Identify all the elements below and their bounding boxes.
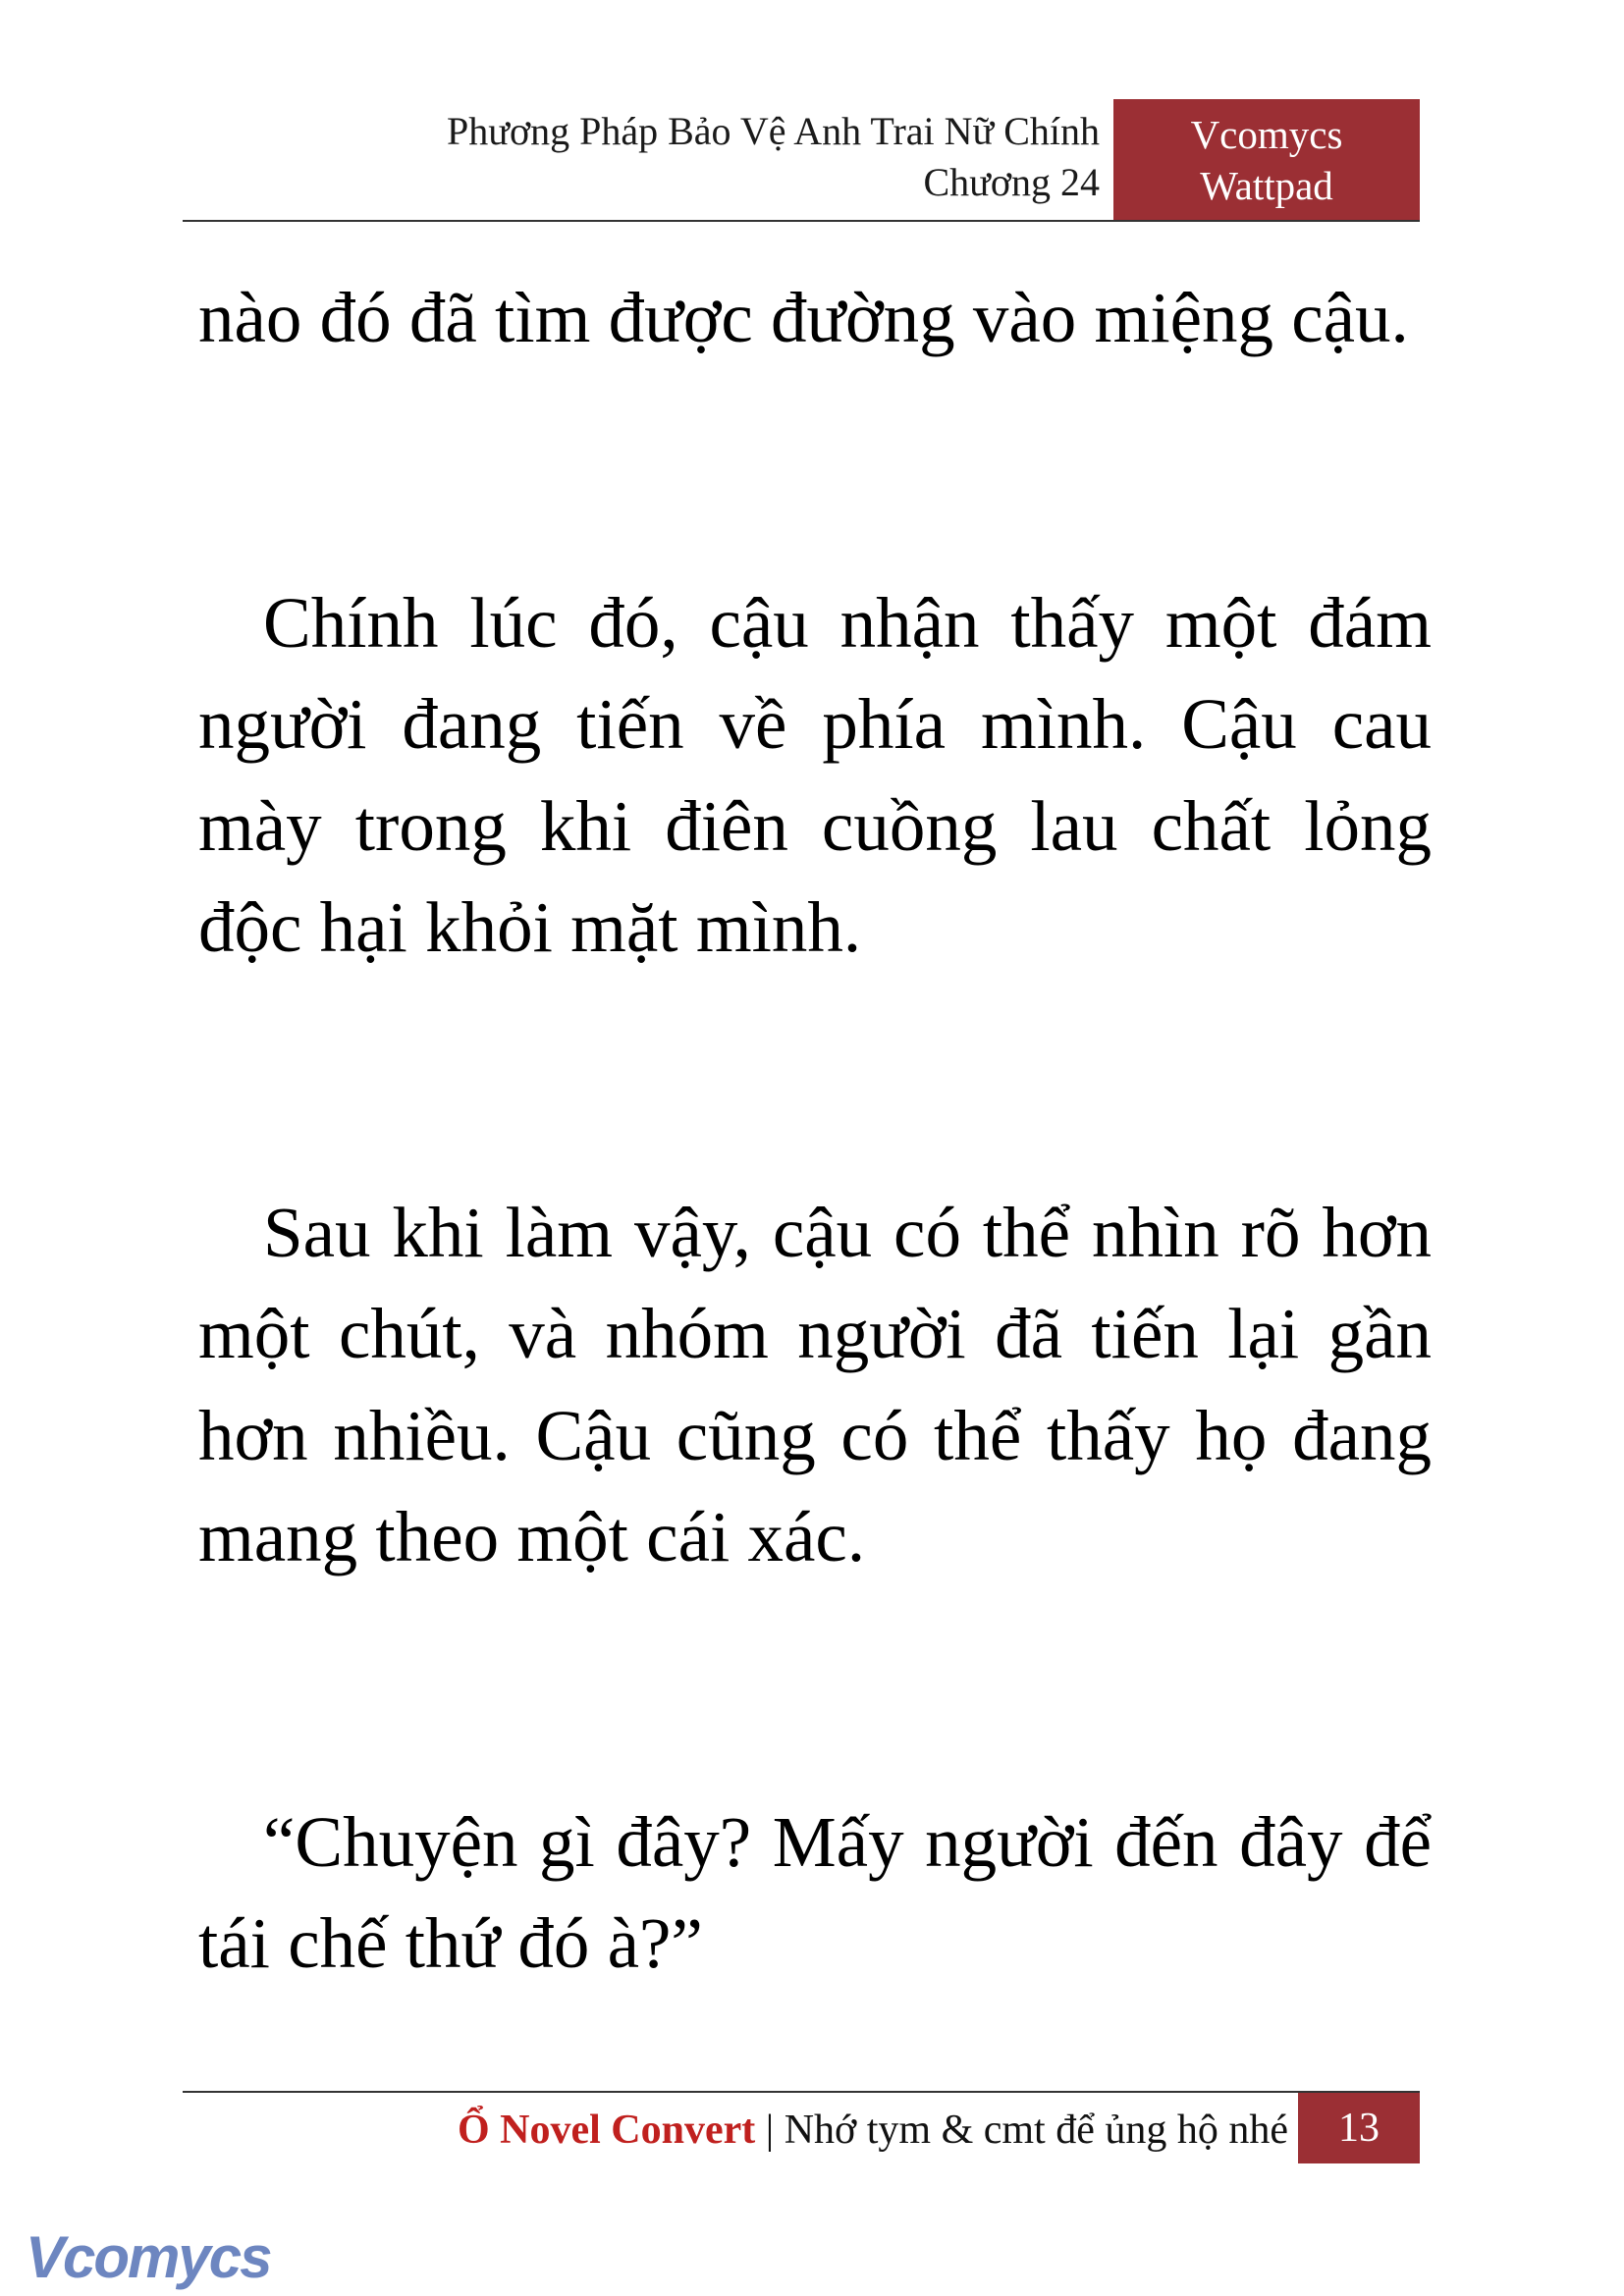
page-number: 13 [1298,2093,1420,2163]
header-source-badge [1113,99,1420,220]
paragraph-2: Chính lúc đó, cậu nhận thấy một đám người đang tiến về phía mình. Cậu cau mày trong khi điên cuồng lau chất lỏng độc hại khỏi mặt mình. [198,582,1432,967]
header-divider [183,220,1420,222]
footer-divider [183,2091,1420,2093]
paragraph-1: nào đó đã tìm được đường vào miệng cậu. [198,278,1409,357]
header-title-block [183,106,1100,208]
chapter-label: Chương 24 [923,160,1100,204]
badge-line-1: Vcomycs [1190,112,1343,157]
footer-separator: | [755,2108,785,2153]
book-title: Phương Pháp Bảo Vệ Anh Trai Nữ Chính [447,109,1100,153]
paragraph-3: Sau khi làm vậy, cậu có thể nhìn rõ hơn một chút, và nhóm người đã tiến lại gần hơn nhiều. Cậu cũng có thể thấy họ đang mang theo một cái xác. [198,1192,1432,1576]
footer-message: Nhớ tym & cmt để ủng hộ nhé [784,2108,1288,2153]
paragraph-4: “Chuyện gì đây? Mấy người đến đây để tái chế thứ đó à?” [198,1801,1432,1983]
footer-note [183,2103,1288,2158]
badge-line-2: Wattpad [1200,163,1333,208]
watermark-logo: Vcomycs [26,2224,271,2290]
page-body [198,267,1432,2198]
footer-brand: Ổ Novel Convert [457,2108,756,2153]
